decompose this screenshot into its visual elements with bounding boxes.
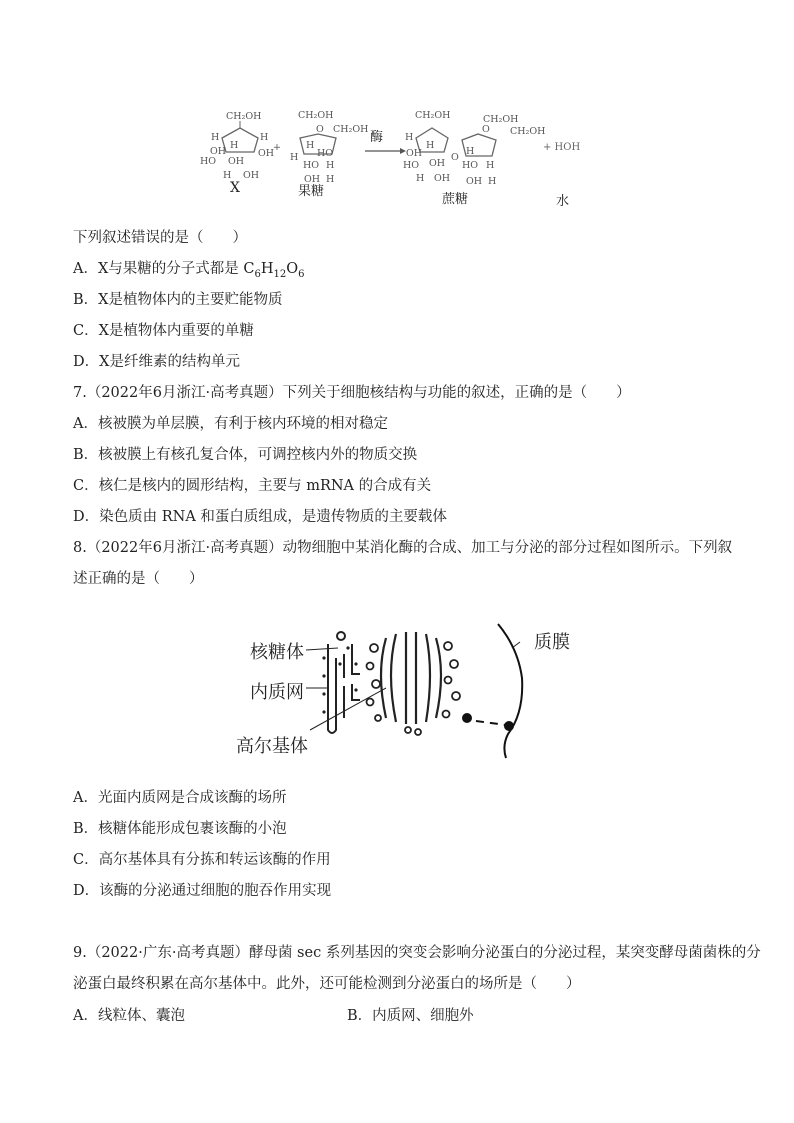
svg-text:OH: OH [228,156,245,167]
svg-text:H: H [223,170,232,181]
svg-text:O: O [482,124,490,135]
q8-option-a[interactable]: A．光面内质网是合成该酶的场所 [73,790,287,806]
svg-text:OH: OH [210,146,227,157]
svg-text:H: H [260,132,269,143]
svg-text:HO: HO [462,160,479,171]
glucose-ring [200,111,274,181]
svg-text:HO: HO [317,148,334,159]
q6-option-a[interactable] [73,259,305,285]
svg-text:+: + [273,142,281,153]
svg-text:OH: OH [429,158,446,169]
svg-text:OH: OH [466,176,483,187]
golgi-stacks [381,632,441,724]
reaction-diagram [200,108,600,213]
sucrose-reaction-figure [200,108,600,213]
q9-option-b[interactable]: B．内质网、细胞外 [347,1008,474,1024]
q7-option-c[interactable]: C．核仁是核内的圆形结构，主要与 mRNA 的合成有关 [73,478,432,494]
svg-text:HO: HO [200,156,217,167]
svg-text:H: H [230,140,239,151]
q8-option-d[interactable]: D．该酶的分泌通过细胞的胞吞作用实现 [73,883,332,899]
svg-text:H: H [326,174,335,185]
q6-option-d[interactable]: D．X是纤维素的结构单元 [73,354,240,370]
plasma-membrane-label: 质膜 [534,632,570,653]
svg-text:O: O [316,124,324,135]
svg-text:H: H [416,173,425,184]
svg-text:H: H [426,140,435,151]
svg-text:H: H [405,132,414,143]
enzyme-label: 酶 [370,130,384,145]
q8-stem-line2: 述正确的是（ ） [73,571,204,587]
q6-option-a-prefix: A．X与果糖的分子式都是 C [73,261,255,277]
svg-text:H: H [306,140,315,151]
fructose-label: 果糖 [298,184,325,199]
secretory-vesicle [462,713,472,723]
q8-option-c[interactable]: C．高尔基体具有分拣和转运该酶的作用 [73,852,331,868]
q6-option-c[interactable]: C．X是植物体内重要的单糖 [73,323,254,339]
water-formula: + HOH [543,142,581,153]
svg-text:CH₂OH: CH₂OH [298,110,334,121]
svg-text:HO: HO [403,160,420,171]
svg-text:H: H [211,132,220,143]
q9-stem-line1: 9.（2022·广东·高考真题）酵母菌 sec 系列基因的突变会影响分泌蛋白的分泌过程，某突变酵母菌菌株的分 [73,945,761,961]
leader-lines [306,642,520,730]
q6-option-b[interactable]: B．X是植物体内的主要贮能物质 [73,292,283,308]
svg-text:CH₂OH: CH₂OH [510,126,546,137]
svg-text:H: H [326,160,335,171]
formula-sub-h: 12 [273,268,287,280]
water-label: 水 [556,194,570,209]
q8-option-b[interactable]: B．核糖体能形成包裹该酶的小泡 [73,821,287,837]
svg-text:H: H [486,160,495,171]
svg-text:CH₂OH: CH₂OH [226,111,262,122]
q7-option-d[interactable]: D．染色质由 RNA 和蛋白质组成，是遗传物质的主要载体 [73,509,447,525]
formula-o: O [286,261,299,277]
q6-stem: 下列叙述错误的是（ ） [73,230,247,246]
ribosome-label: 核糖体 [250,642,304,663]
svg-text:H: H [290,152,299,163]
svg-text:CH₂OH: CH₂OH [333,124,369,135]
sucrose-label: 蔗糖 [442,192,469,207]
golgi-label: 高尔基体 [236,736,308,757]
secretion-figure [236,618,586,763]
fructose-ring [290,110,368,185]
svg-text:H: H [466,146,475,157]
q9-stem-line2: 泌蛋白最终积累在高尔基体中。此外，还可能检测到分泌蛋白的场所是（ ） [73,976,581,992]
formula-h: H [260,261,274,277]
q9-option-a[interactable]: A．线粒体、囊泡 [73,1008,185,1024]
er-label: 内质网 [250,682,304,703]
svg-text:H: H [488,176,497,187]
q7-stem: 7.（2022年6月浙江·高考真题）下列关于细胞核结构与功能的叙述，正确的是（ ） [73,385,631,401]
svg-text:CH₂OH: CH₂OH [483,114,519,125]
sucrose-rings [403,110,545,187]
formula-sub-o: 6 [298,268,305,280]
svg-text:CH₂OH: CH₂OH [415,110,451,121]
svg-text:OH: OH [243,170,260,181]
enzyme-arrow [365,148,406,154]
q8-stem-line1: 8.（2022年6月浙江·高考真题）动物细胞中某消化酶的合成、加工与分泌的部分过程如图所示。下列叙 [73,540,733,556]
q7-option-b[interactable]: B．核被膜上有核孔复合体，可调控核内外的物质交换 [73,447,418,463]
svg-text:OH: OH [258,148,275,159]
plasma-membrane [498,624,522,758]
svg-text:HO: HO [303,160,320,171]
svg-text:OH: OH [434,173,451,184]
vesicle-path [476,721,506,725]
svg-text:OH: OH [304,174,321,185]
glucose-label: X [230,180,240,196]
svg-text:OH: OH [406,148,423,159]
formula-sub-c: 6 [254,268,261,280]
q7-option-a[interactable]: A．核被膜为单层膜，有利于核内环境的相对稳定 [73,416,388,432]
svg-text:O: O [451,152,459,163]
